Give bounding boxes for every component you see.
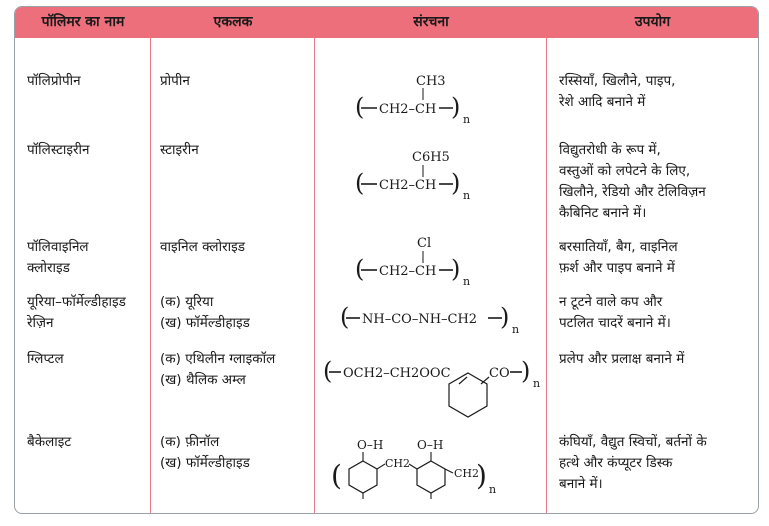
svg-text:CH3: CH3 xyxy=(416,74,446,89)
structure-bakelite xyxy=(329,433,534,505)
svg-text:CH2–CH: CH2–CH xyxy=(379,178,437,193)
table-header xyxy=(15,7,758,38)
polymer-use: बरसातियाँ, बैग, वाइनिल फ़र्श और पाइप बनाने में xyxy=(559,239,678,276)
column-divider xyxy=(314,38,315,513)
structure-glyptal xyxy=(323,355,548,417)
svg-text:): ) xyxy=(451,93,461,121)
column-divider xyxy=(150,38,151,513)
header-monomer: एकलक xyxy=(213,14,253,30)
polymer-use: न टूटने वाले कप और पटलित चादरें बनाने में। xyxy=(559,294,671,331)
column-divider xyxy=(546,38,547,513)
monomer: प्रोपीन xyxy=(160,73,190,89)
header-polymer-name: पॉलिमर का नाम xyxy=(41,14,125,30)
svg-text:): ) xyxy=(451,169,461,197)
svg-text:(: ( xyxy=(355,255,365,283)
monomer: स्टाइरीन xyxy=(160,142,199,158)
svg-text:O–H: O–H xyxy=(357,438,384,452)
svg-text:O–H: O–H xyxy=(417,438,444,452)
monomer: (क) फ़ीनॉल (ख) फॉर्मेल्डीहाइड xyxy=(160,434,250,471)
polymer-use: विद्युतरोधी के रूप में, वस्तुओं को लपेटने के लिए, खिलौने, रेडियो और टेलिविज़न कैबिनिट बनाने में। xyxy=(559,142,706,221)
monomer: (क) एथिलीन ग्लाइकॉल (ख) थैलिक अम्ल xyxy=(160,351,276,388)
structure-polypropene xyxy=(355,67,505,129)
monomer: (क) यूरिया (ख) फॉर्मेल्डीहाइड xyxy=(160,294,250,331)
structure-urea-formaldehyde xyxy=(340,303,540,337)
svg-text:n: n xyxy=(489,483,497,496)
polymer-name: यूरिया–फॉर्मेल्डीहाइड रेज़िन xyxy=(27,294,126,331)
structure-polystyrene xyxy=(355,145,505,207)
svg-text:(: ( xyxy=(340,303,350,331)
polymer-use: रस्सियाँ, खिलौने, पाइप, रेशे आदि बनाने में xyxy=(559,73,676,110)
svg-text:(: ( xyxy=(355,93,365,121)
svg-text:): ) xyxy=(521,357,531,385)
polymer-name: पॉलिस्टाइरीन xyxy=(27,142,90,158)
svg-text:CH2: CH2 xyxy=(385,457,411,470)
polymer-name: ग्लिप्टल xyxy=(27,351,64,367)
svg-text:): ) xyxy=(451,255,461,283)
svg-text:n: n xyxy=(533,377,541,390)
polymer-use: कंघियाँ, वैद्युत स्विचों, बर्तनों के हत्थे और कंप्यूटर डिस्क बनाने में। xyxy=(559,434,707,492)
svg-text:n: n xyxy=(463,113,471,126)
monomer: वाइनिल क्लोराइड xyxy=(160,239,245,255)
svg-text:OCH2–CH2OOC: OCH2–CH2OOC xyxy=(343,366,451,381)
svg-text:(: ( xyxy=(323,357,333,385)
svg-text:(: ( xyxy=(355,169,365,197)
svg-text:CH2: CH2 xyxy=(454,467,480,480)
polymer-use: प्रलेप और प्रलाक्ष बनाने में xyxy=(559,351,685,367)
svg-text:CO: CO xyxy=(489,366,510,381)
structure-pvc xyxy=(355,231,505,293)
svg-text:(: ( xyxy=(331,459,342,492)
header-structure: संरचना xyxy=(413,14,449,30)
svg-text:n: n xyxy=(463,275,471,288)
svg-text:): ) xyxy=(476,459,487,492)
header-uses: उपयोग xyxy=(634,14,671,30)
svg-text:C6H5: C6H5 xyxy=(412,150,450,165)
svg-text:NH–CO–NH–CH2: NH–CO–NH–CH2 xyxy=(362,312,478,327)
polymer-table xyxy=(14,6,759,514)
svg-text:CH2–CH: CH2–CH xyxy=(379,264,437,279)
polymer-name: पॉलिप्रोपीन xyxy=(27,73,81,89)
polymer-name: पॉलिवाइनिल क्लोराइड xyxy=(27,239,89,276)
svg-text:n: n xyxy=(463,189,471,202)
svg-text:n: n xyxy=(512,323,520,336)
svg-text:Cl: Cl xyxy=(417,236,432,251)
svg-text:): ) xyxy=(500,303,510,331)
polymer-name: बैकेलाइट xyxy=(27,434,72,450)
svg-text:CH2–CH: CH2–CH xyxy=(379,102,437,117)
